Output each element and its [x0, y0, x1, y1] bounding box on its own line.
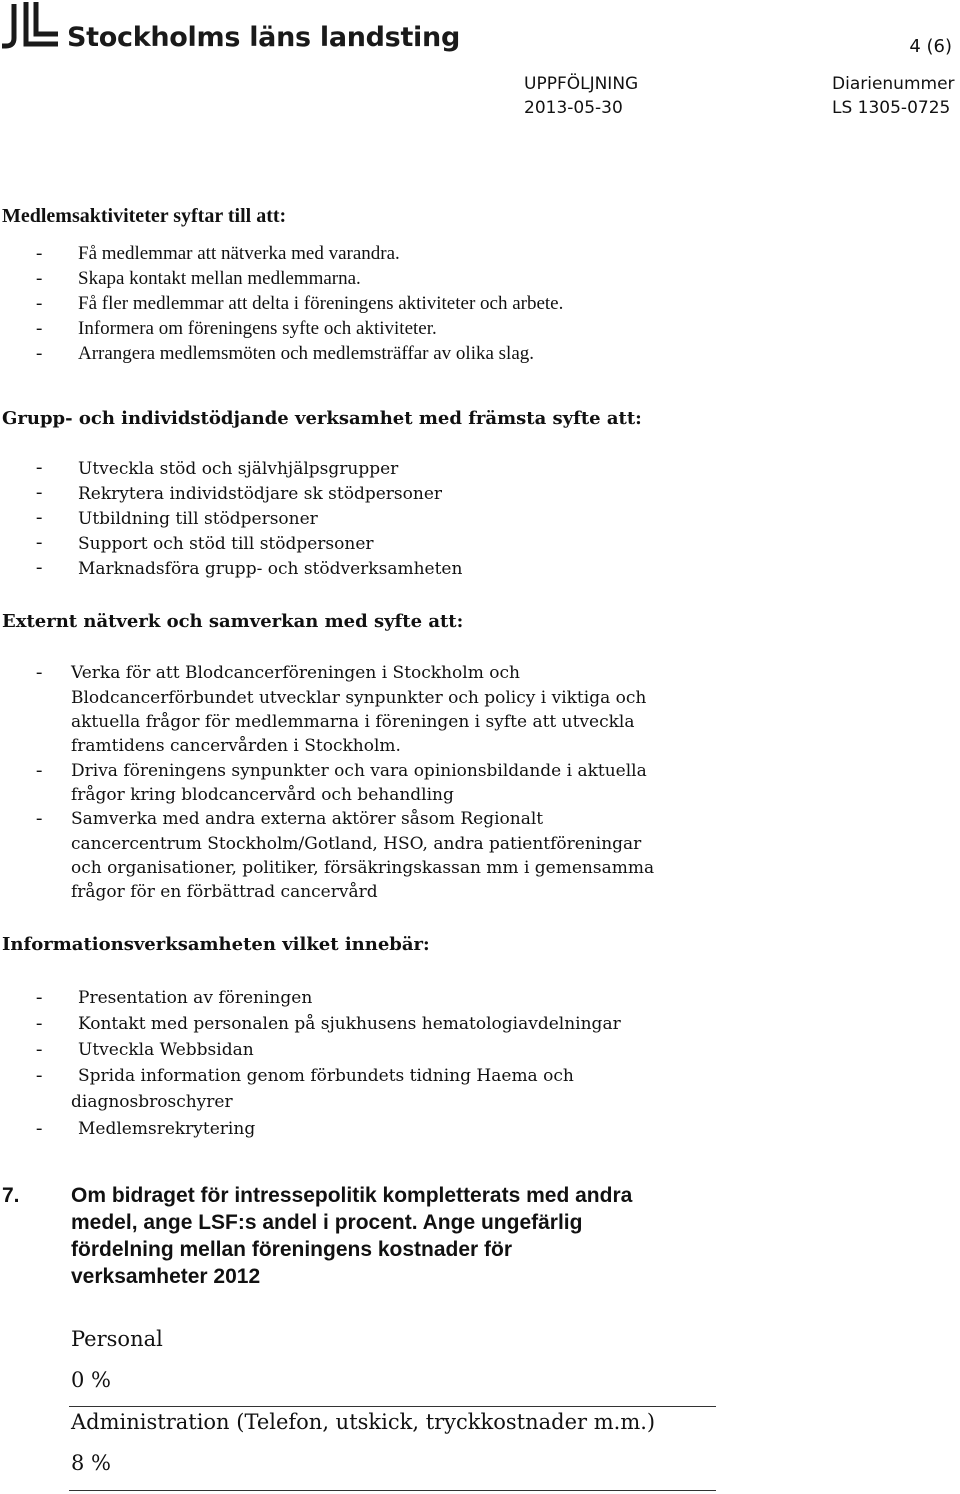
list-item: Arrangera medlemsmöten och medlemsträffar av olika slag.: [78, 343, 535, 364]
list-item: Medlemsrekrytering: [78, 1119, 256, 1139]
list-item-line: och organisationer, politiker, försäkringskassan mm i gemensamma: [71, 858, 655, 878]
list-item: Presentation av föreningen: [78, 988, 313, 1008]
list-item-line: aktuella frågor för medlemmarna i föreningen i syfte att utveckla: [71, 712, 635, 732]
list-bullet: -: [36, 808, 43, 829]
list-item-line: cancercentrum Stockholm/Gotland, HSO, andra patientföreningar: [71, 834, 642, 854]
divider: [69, 1490, 716, 1491]
divider: [69, 1406, 716, 1407]
list-bullet: -: [36, 1013, 43, 1034]
list-item-line: Driva föreningens synpunkter och vara opinionsbildande i aktuella: [71, 761, 647, 781]
list-item-line: diagnosbroschyrer: [71, 1092, 233, 1112]
list-item: Kontakt med personalen på sjukhusens hematologiavdelningar: [78, 1014, 621, 1034]
list-item: Utveckla stöd och självhjälpsgrupper: [78, 459, 399, 479]
question-number: 7.: [2, 1184, 20, 1207]
list-item: Skapa kontakt mellan medlemmarna.: [78, 268, 361, 289]
question-line: medel, ange LSF:s andel i procent. Ange ungefärlig: [71, 1211, 583, 1234]
list-item-line: framtidens cancervården i Stockholm.: [71, 736, 401, 756]
list-bullet: -: [36, 318, 43, 339]
list-item-line: Blodcancerförbundet utvecklar synpunkter och policy i viktiga och: [71, 688, 647, 708]
list-bullet: -: [36, 507, 43, 528]
list-bullet: -: [36, 268, 43, 289]
list-item: Utveckla Webbsidan: [78, 1040, 254, 1060]
question-line: fördelning mellan föreningens kostnader för: [71, 1238, 513, 1261]
list-bullet: -: [36, 662, 43, 683]
list-item: Support och stöd till stödpersoner: [78, 534, 374, 554]
list-item-line: frågor för en förbättrad cancervård: [71, 882, 378, 902]
list-bullet: -: [36, 1065, 43, 1086]
list-item: Sprida information genom förbundets tidning Haema och: [78, 1066, 574, 1086]
list-item: Få fler medlemmar att delta i föreningens aktiviteter och arbete.: [78, 293, 564, 314]
org-name: Stockholms läns landsting: [67, 22, 460, 53]
list-bullet: -: [36, 987, 43, 1008]
list-item-line: Verka för att Blodcancerföreningen i Stockholm och: [71, 663, 520, 683]
list-bullet: -: [36, 243, 43, 264]
list-item-line: Samverka med andra externa aktörer såsom Regionalt: [71, 809, 544, 829]
admin-value: 8 %: [71, 1451, 111, 1475]
question-text: [71, 1182, 632, 1290]
list-bullet: -: [36, 557, 43, 578]
list-bullet: -: [36, 532, 43, 553]
section-heading-member-activities: Medlemsaktiviteter syftar till att:: [2, 205, 287, 227]
list-item: Rekrytera individstödjare sk stödpersoner: [78, 484, 443, 504]
section-heading-information: Informationsverksamheten vilket innebär:: [2, 934, 430, 955]
list-item: Marknadsföra grupp- och stödverksamheten: [78, 559, 463, 579]
list-item: Informera om föreningens syfte och aktiviteter.: [78, 318, 437, 339]
doc-date: 2013-05-30: [524, 98, 623, 118]
list-bullet: -: [36, 457, 43, 478]
list-item: Utbildning till stödpersoner: [78, 509, 318, 529]
list-item: Få medlemmar att nätverka med varandra.: [78, 243, 400, 264]
question-line: Om bidraget för intressepolitik kompletterats med andra: [71, 1184, 633, 1207]
diary-label: Diarienummer: [832, 74, 955, 94]
page-number: 4 (6): [909, 36, 952, 57]
diary-number: LS 1305-0725: [832, 98, 951, 118]
list-bullet: -: [36, 293, 43, 314]
list-bullet: -: [36, 1039, 43, 1060]
admin-label: Administration (Telefon, utskick, tryckkostnader m.m.): [71, 1410, 656, 1434]
doc-type: UPPFÖLJNING: [524, 74, 639, 94]
list-bullet: -: [36, 1118, 43, 1139]
question-line: verksamheter 2012: [71, 1265, 261, 1288]
personal-value: 0 %: [71, 1368, 111, 1392]
list-bullet: -: [36, 760, 43, 781]
list-bullet: -: [36, 482, 43, 503]
section-heading-support-groups: Grupp- och individstödjande verksamhet med främsta syfte att:: [2, 408, 642, 429]
personal-label: Personal: [71, 1327, 163, 1351]
section-heading-external-network: Externt nätverk och samverkan med syfte att:: [2, 611, 464, 632]
list-item-line: frågor kring blodcancervård och behandling: [71, 785, 454, 805]
list-bullet: -: [36, 343, 43, 364]
